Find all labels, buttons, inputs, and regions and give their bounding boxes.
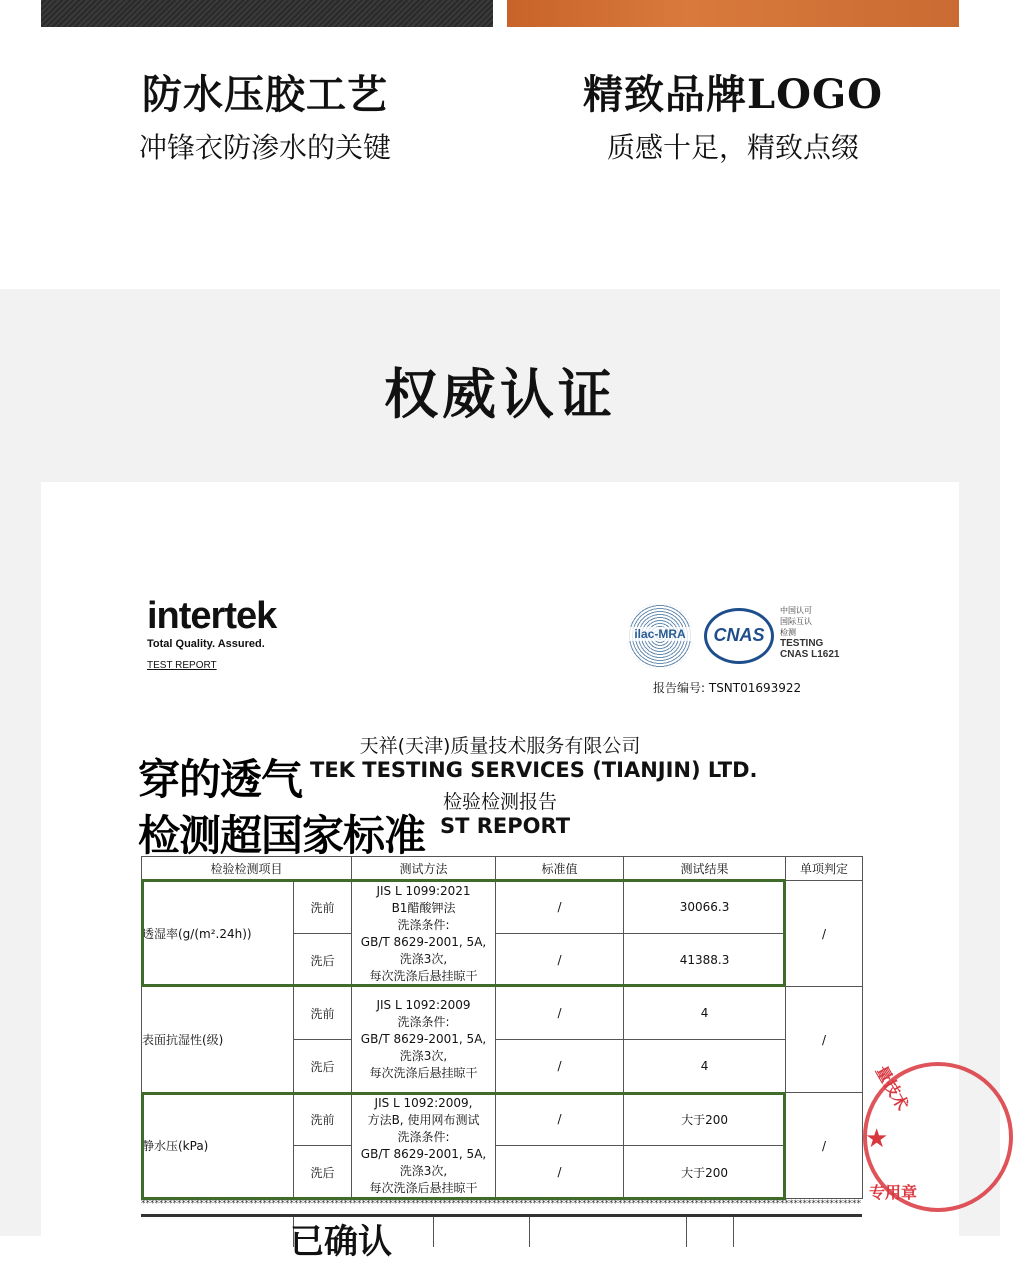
cell-divider — [433, 1217, 434, 1247]
test-result: 4 — [624, 1040, 786, 1093]
standard-value: / — [496, 934, 624, 987]
wash-stage: 洗后 — [294, 1146, 352, 1199]
test-result: 大于200 — [624, 1146, 786, 1199]
header-standard: 标准值 — [496, 857, 624, 881]
feature-subtitle: 冲锋衣防渗水的关键 — [138, 131, 391, 164]
feature-subtitle: 质感十足，精致点缀 — [606, 131, 859, 164]
official-seal — [863, 1062, 933, 1212]
table-header-row — [142, 857, 863, 881]
test-result: 大于200 — [624, 1093, 786, 1146]
standard-value: / — [496, 1146, 624, 1199]
standard-value: / — [496, 987, 624, 1040]
section-title: 权威认证 — [384, 362, 616, 426]
company-name-cn: 天祥(天津)质量技术服务有限公司 — [359, 735, 641, 757]
product-photo-seam — [41, 0, 493, 27]
cnas-line: 检测 — [780, 628, 796, 637]
cnas-accreditation-text — [780, 605, 839, 660]
report-end-marker: **************************************************************************************************************************************************************** — [141, 1199, 861, 1209]
test-result: 30066.3 — [624, 881, 786, 934]
test-method: JIS L 1092:2009, 方法B, 使用网布测试 洗涤条件: GB/T 8629-2001, 5A, 洗涤3次, 每次洗涤后悬挂晾干 — [352, 1093, 496, 1199]
report-number: 报告编号: TSNT01693922 — [653, 681, 802, 695]
logo-tagline: Total Quality. Assured. — [147, 638, 265, 650]
standard-value: / — [496, 1040, 624, 1093]
confirmed-overlay-text: 已确认 — [290, 1222, 392, 1262]
test-result: 4 — [624, 987, 786, 1040]
cnas-logo — [704, 608, 774, 664]
headline-line: 穿的透气 — [138, 755, 303, 804]
table-row — [142, 987, 863, 1040]
highlight-box-moisture — [141, 879, 786, 987]
next-table-row-partial — [141, 1214, 862, 1244]
test-item: 透湿率(g/(m².24h)) — [142, 881, 294, 987]
feature-title: 防水压胶工艺 — [142, 71, 388, 118]
test-item: 静水压(kPa) — [142, 1093, 294, 1199]
ilac-mra-logo — [627, 603, 693, 669]
star-icon: ★ — [865, 1124, 889, 1154]
standard-value: / — [496, 1093, 624, 1146]
report-title-en: ST REPORT — [440, 814, 571, 838]
judgement: / — [786, 881, 863, 987]
highlight-box-hydrostatic — [141, 1092, 786, 1200]
wash-stage: 洗前 — [294, 881, 352, 934]
header-item: 检验检测项目 — [142, 857, 352, 881]
cnas-line: TESTING — [780, 638, 824, 649]
judgement: / — [786, 1093, 863, 1199]
company-name-en: TEK TESTING SERVICES (TIANJIN) LTD. — [310, 758, 758, 782]
wash-stage: 洗后 — [294, 934, 352, 987]
headline-line: 检测超国家标准 — [138, 811, 426, 860]
intertek-logo: intertek — [147, 595, 277, 637]
ilac-text: ilac-MRA — [627, 627, 693, 641]
cnas-line: 中国认可 — [780, 606, 812, 615]
judgement: / — [786, 987, 863, 1093]
cell-divider — [529, 1217, 530, 1247]
cell-divider — [686, 1217, 687, 1247]
test-report-label: TEST REPORT — [147, 660, 217, 671]
seal-text-bottom: 专用章 — [869, 1183, 918, 1202]
feature-title: 精致品牌LOGO — [583, 71, 883, 118]
cnas-text: CNAS — [713, 625, 765, 645]
cell-divider — [733, 1217, 734, 1247]
test-item: 表面抗湿性(级) — [142, 987, 294, 1093]
feature-brand-logo — [503, 70, 963, 168]
wash-stage: 洗前 — [294, 1093, 352, 1146]
wash-stage: 洗前 — [294, 987, 352, 1040]
report-title-cn: 检验检测报告 — [442, 791, 557, 813]
seal-text-top: 量技术 — [871, 1062, 913, 1114]
headline-overlay — [138, 752, 425, 864]
wash-stage: 洗后 — [294, 1040, 352, 1093]
feature-seam-taping — [35, 70, 495, 168]
cnas-line: CNAS L1621 — [780, 649, 840, 660]
test-method: JIS L 1099:2021 B1醋酸钾法 洗涤条件: GB/T 8629-2001, 5A, 洗涤3次, 每次洗涤后悬挂晾干 — [352, 881, 496, 987]
header-result: 测试结果 — [624, 857, 786, 881]
product-photo-logo — [507, 0, 959, 27]
test-result: 41388.3 — [624, 934, 786, 987]
test-method: JIS L 1092:2009 洗涤条件: GB/T 8629-2001, 5A, 洗涤3次, 每次洗涤后悬挂晾干 — [352, 987, 496, 1093]
cnas-line: 国际互认 — [780, 617, 812, 626]
header-judgement: 单项判定 — [786, 857, 863, 881]
header-method: 测试方法 — [352, 857, 496, 881]
standard-value: / — [496, 881, 624, 934]
